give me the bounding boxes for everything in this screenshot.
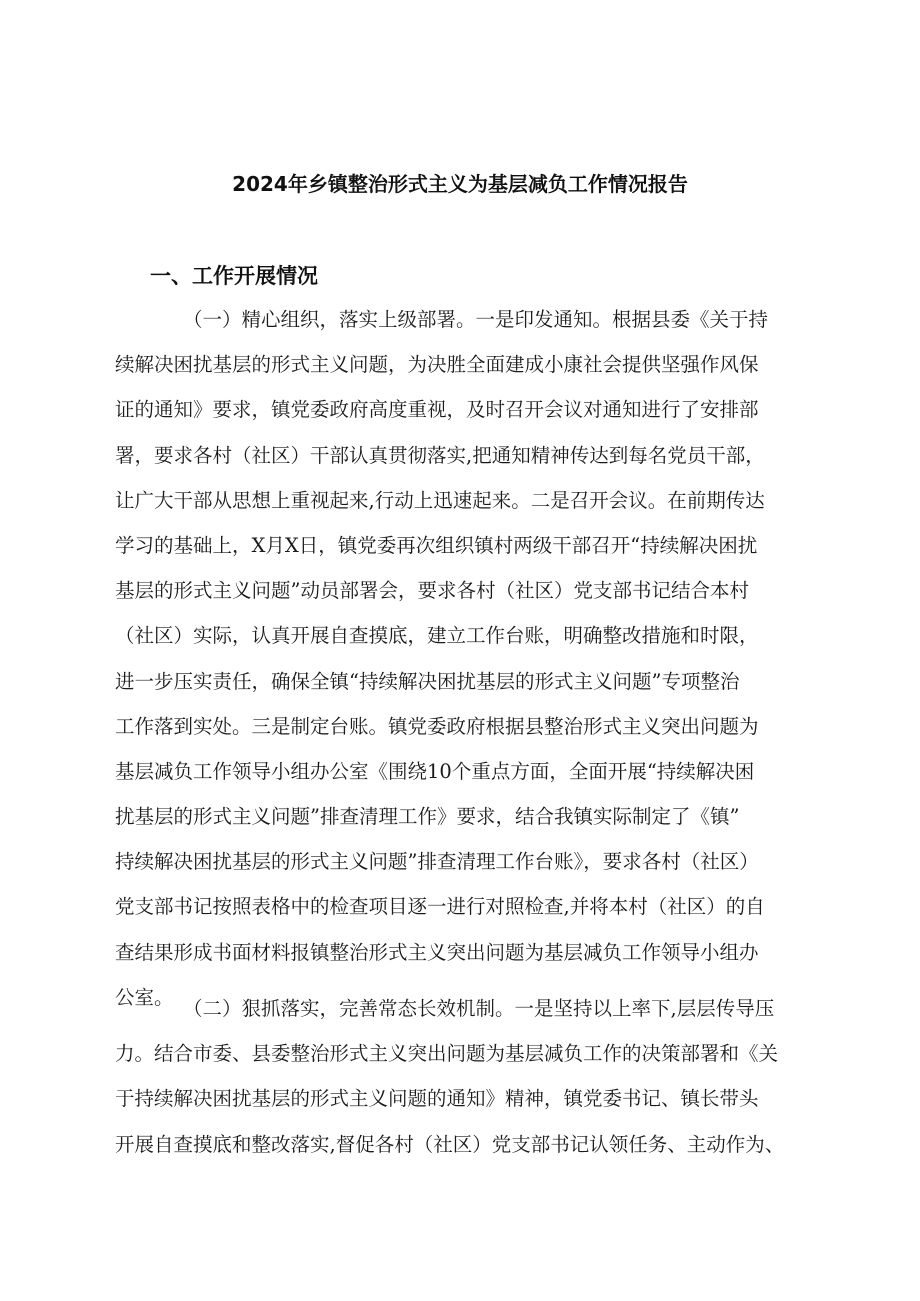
paragraph-line: （社区）实际，认真开展自查摸底，建立工作台账，明确整改措施和时限， [115, 624, 759, 648]
paragraph-line: 持续解决困扰基层的形式主义问题”排查清理工作台账》，要求各村（社区） [115, 850, 759, 874]
paragraph-line: 查结果形成书面材料报镇整治形式主义突出问题为基层减负工作领导小组办 [115, 940, 759, 964]
paragraph-line: （二）狠抓落实，完善常态长效机制。一是坚持以上率下,层层传导压 [183, 997, 775, 1020]
paragraph-line: 力。结合市委、县委整治形式主义突出问题为基层减负工作的决策部署和《关 [115, 1042, 779, 1066]
paragraph-line: 工作落到实处。三是制定台账。镇党委政府根据县整治形式主义突出问题为 [115, 714, 759, 738]
paragraph-line: 署，要求各村（社区）干部认真贯彻落实,把通知精神传达到每名党员干部， [115, 443, 765, 467]
paragraph-line: （一）精心组织，落实上级部署。一是印发通知。根据县委《关于持 [183, 308, 769, 331]
paragraph-line: 让广大干部从思想上重视起来,行动上迅速起来。二是召开会议。在前期传达 [115, 488, 765, 512]
paragraph-line: 基层的形式主义问题”动员部署会，要求各村（社区）党支部书记结合本村 [115, 579, 749, 603]
paragraph-line: 于持续解决困扰基层的形式主义问题的通知》精神，镇党委书记、镇长带头 [115, 1087, 759, 1111]
paragraph-line: 公室。 [115, 985, 174, 1009]
document-title: 2024年乡镇整治形式主义为基层减负工作情况报告 [232, 172, 688, 196]
section-heading: 一、工作开展情况 [150, 264, 318, 288]
paragraph-line: 学习的基础上，X月X日，镇党委再次组织镇村两级干部召开“持续解决困扰 [115, 533, 758, 557]
paragraph-line: 基层减负工作领导小组办公室《围绕10个重点方面，全面开展“持续解决困 [115, 759, 755, 783]
paragraph-1 [115, 297, 845, 1020]
paragraph-2 [115, 986, 845, 1167]
paragraph-line: 党支部书记按照表格中的检查项目逐一进行对照检查,并将本村（社区）的自 [115, 895, 765, 919]
paragraph-line: 进一步压实责任，确保全镇“持续解决困扰基层的形式主义问题”专项整治 [115, 669, 740, 693]
paragraph-line: 扰基层的形式主义问题”排查清理工作》要求，结合我镇实际制定了《镇” [115, 805, 740, 829]
paragraph-line: 证的通知》要求，镇党委政府高度重视，及时召开会议对通知进行了安排部 [115, 398, 759, 422]
paragraph-line: 续解决困扰基层的形式主义问题，为决胜全面建成小康社会提供坚强作风保 [115, 353, 759, 377]
paragraph-line: 开展自查摸底和整改落实,督促各村（社区）党支部书记认领任务、主动作为、 [115, 1132, 785, 1156]
